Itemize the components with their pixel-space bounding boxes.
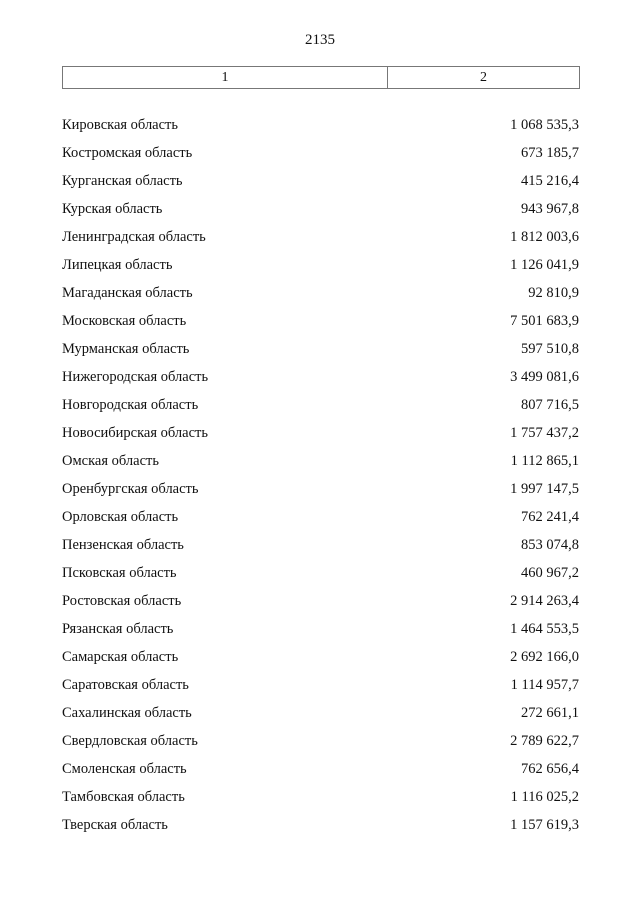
table-row (62, 615, 579, 643)
table-row (62, 111, 579, 139)
page-number: 2135 (305, 32, 335, 48)
table-row (62, 363, 579, 391)
table-row (62, 727, 579, 755)
region-value: 853 074,8 (521, 537, 579, 553)
column-header-2: 2 (480, 69, 487, 85)
table-row (62, 419, 579, 447)
column-header-1: 1 (63, 67, 388, 88)
region-name: Ленинградская область (62, 229, 206, 245)
table-row (62, 559, 579, 587)
region-name: Нижегородская область (62, 369, 209, 385)
region-name: Костромская область (62, 145, 193, 161)
table-body (62, 111, 579, 839)
region-name: Псковская область (62, 565, 177, 581)
region-name: Рязанская область (62, 621, 174, 637)
region-value: 1 157 619,3 (510, 817, 579, 833)
region-value: 460 967,2 (521, 565, 579, 581)
table-row (62, 503, 579, 531)
region-name: Самарская область (62, 649, 179, 665)
region-value: 807 716,5 (521, 397, 579, 413)
region-name: Курганская область (62, 173, 183, 189)
region-value: 7 501 683,9 (510, 313, 579, 329)
table-row (62, 279, 579, 307)
table-row (62, 391, 579, 419)
region-name: Кировская область (62, 117, 179, 133)
region-name: Оренбургская область (62, 481, 199, 497)
table-row (62, 251, 579, 279)
table-row (62, 587, 579, 615)
region-name: Мурманская область (62, 341, 190, 357)
table-row (62, 643, 579, 671)
region-name: Сахалинская область (62, 705, 192, 721)
region-value: 1 812 003,6 (510, 229, 579, 245)
region-value: 597 510,8 (521, 341, 579, 357)
region-name: Свердловская область (62, 733, 198, 749)
region-name: Курская область (62, 201, 163, 217)
region-value: 1 464 553,5 (510, 621, 579, 637)
table-row (62, 167, 579, 195)
region-name: Липецкая область (62, 257, 173, 273)
region-name: Орловская область (62, 509, 179, 525)
region-value: 2 914 263,4 (510, 593, 579, 609)
region-value: 1 114 957,7 (510, 677, 579, 693)
region-value: 1 112 865,1 (510, 453, 579, 469)
table-row (62, 307, 579, 335)
region-name: Смоленская область (62, 761, 187, 777)
table-row (62, 671, 579, 699)
table-row (62, 755, 579, 783)
region-name: Омская область (62, 453, 159, 469)
region-name: Магаданская область (62, 285, 193, 301)
region-value: 1 997 147,5 (510, 481, 579, 497)
table-row (62, 531, 579, 559)
region-name: Ростовская область (62, 593, 182, 609)
region-value: 762 241,4 (521, 509, 579, 525)
table-row (62, 223, 579, 251)
region-value: 3 499 081,6 (510, 369, 579, 385)
table-row (62, 335, 579, 363)
region-name: Тверская область (62, 817, 168, 833)
region-value: 272 661,1 (521, 705, 579, 721)
region-value: 1 068 535,3 (510, 117, 579, 133)
region-name: Московская область (62, 313, 187, 329)
region-name: Новосибирская область (62, 425, 208, 441)
region-name: Саратовская область (62, 677, 189, 693)
region-value: 2 692 166,0 (510, 649, 579, 665)
region-value: 943 967,8 (521, 201, 579, 217)
region-value: 2 789 622,7 (510, 733, 579, 749)
table-row (62, 195, 579, 223)
region-name: Тамбовская область (62, 789, 185, 805)
region-value: 1 116 025,2 (510, 789, 579, 805)
table-row (62, 811, 579, 839)
region-value: 762 656,4 (521, 761, 579, 777)
table-row (62, 699, 579, 727)
table-row (62, 475, 579, 503)
table-row (62, 447, 579, 475)
region-value: 92 810,9 (528, 285, 579, 301)
region-value: 673 185,7 (521, 145, 579, 161)
table-header (62, 66, 580, 89)
region-name: Новгородская область (62, 397, 199, 413)
region-name: Пензенская область (62, 537, 184, 553)
table-row (62, 139, 579, 167)
region-value: 1 757 437,2 (510, 425, 579, 441)
region-value: 415 216,4 (521, 173, 579, 189)
table-row (62, 783, 579, 811)
region-value: 1 126 041,9 (510, 257, 579, 273)
